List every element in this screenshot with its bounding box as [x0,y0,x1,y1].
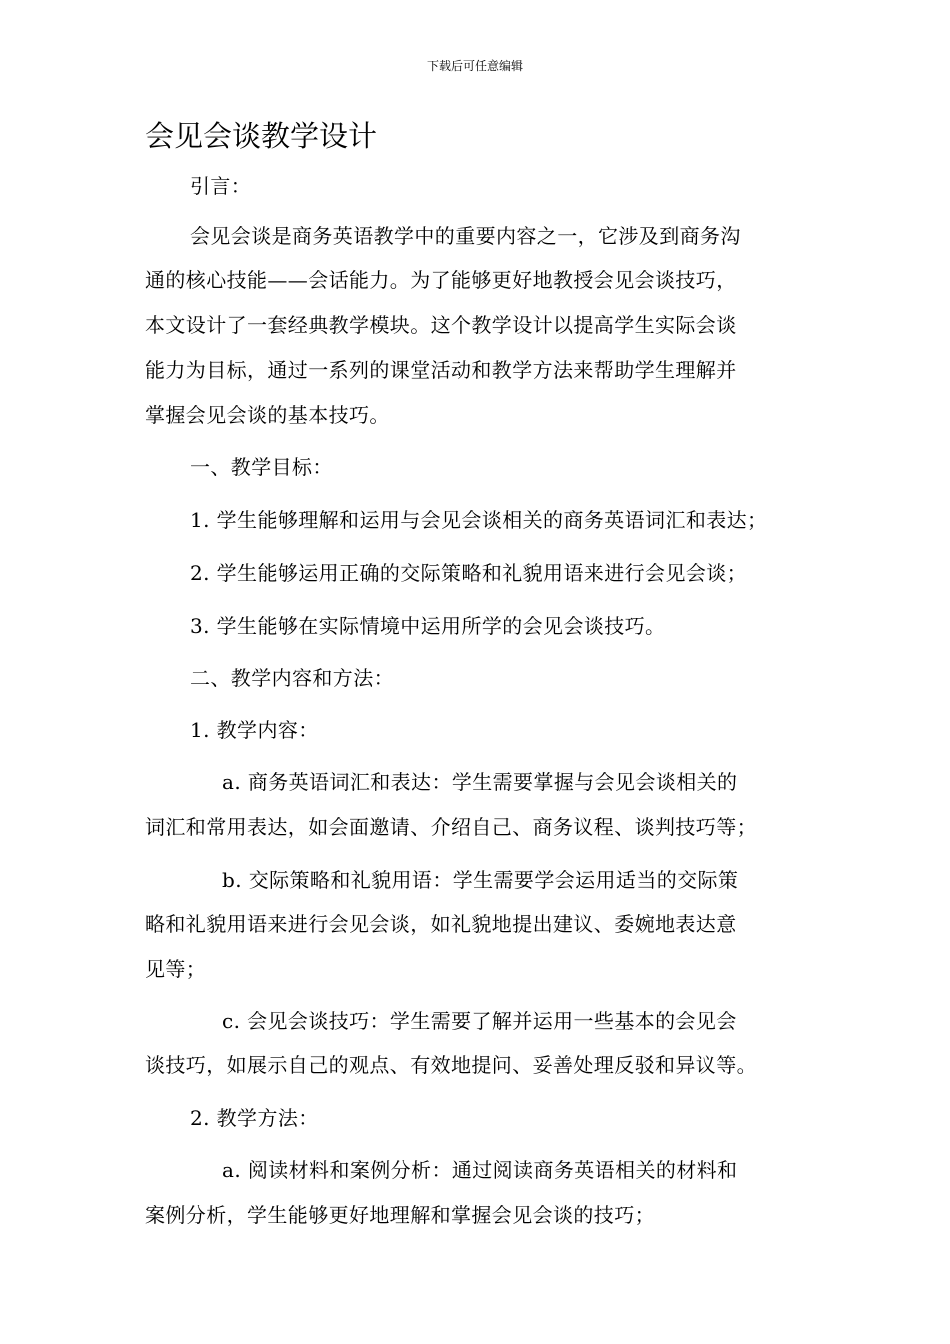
section-heading-objectives: 一、教学目标： [190,455,333,479]
intro-label: 引言： [190,174,252,198]
method-item-a: a. 阅读材料和案例分析：通过阅读商务英语相关的材料和 [222,1158,738,1182]
method-heading: 2. 教学方法： [190,1106,319,1130]
content-item-a: a. 商务英语词汇和表达：学生需要掌握与会见会谈相关的 [222,770,738,794]
intro-line: 会见会谈是商务英语教学中的重要内容之一，它涉及到商务沟 [190,224,741,248]
objective-item: 2. 学生能够运用正确的交际策略和礼貌用语来进行会见会谈； [190,561,748,585]
content-item-b: 略和礼貌用语来进行会见会谈，如礼貌地提出建议、委婉地表达意 [145,912,737,936]
section-heading-content-methods: 二、教学内容和方法： [190,666,394,690]
content-item-c: c. 会见会谈技巧：学生需要了解并运用一些基本的会见会 [222,1009,737,1033]
content-item-a: 词汇和常用表达，如会面邀请、介绍自己、商务议程、谈判技巧等； [145,815,757,839]
objective-item: 1. 学生能够理解和运用与会见会谈相关的商务英语词汇和表达； [190,508,768,532]
objective-item: 3. 学生能够在实际情境中运用所学的会见会谈技巧。 [190,614,666,638]
method-item-a: 案例分析，学生能够更好地理解和掌握会见会谈的技巧； [145,1203,655,1227]
content-item-b: b. 交际策略和礼貌用语：学生需要学会运用适当的交际策 [222,868,739,892]
intro-line: 通的核心技能——会话能力。为了能够更好地教授会见会谈技巧， [145,268,737,292]
content-item-b: 见等； [145,957,207,981]
intro-line: 掌握会见会谈的基本技巧。 [145,403,390,427]
content-heading: 1. 教学内容： [190,718,319,742]
intro-line: 本文设计了一套经典教学模块。这个教学设计以提高学生实际会谈 [145,313,737,337]
intro-line: 能力为目标，通过一系列的课堂活动和教学方法来帮助学生理解并 [145,358,737,382]
content-item-c: 谈技巧，如展示自己的观点、有效地提问、妥善处理反驳和异议等。 [145,1053,757,1077]
document-title: 会见会谈教学设计 [145,119,378,153]
page-header: 下载后可任意编辑 [426,59,523,73]
